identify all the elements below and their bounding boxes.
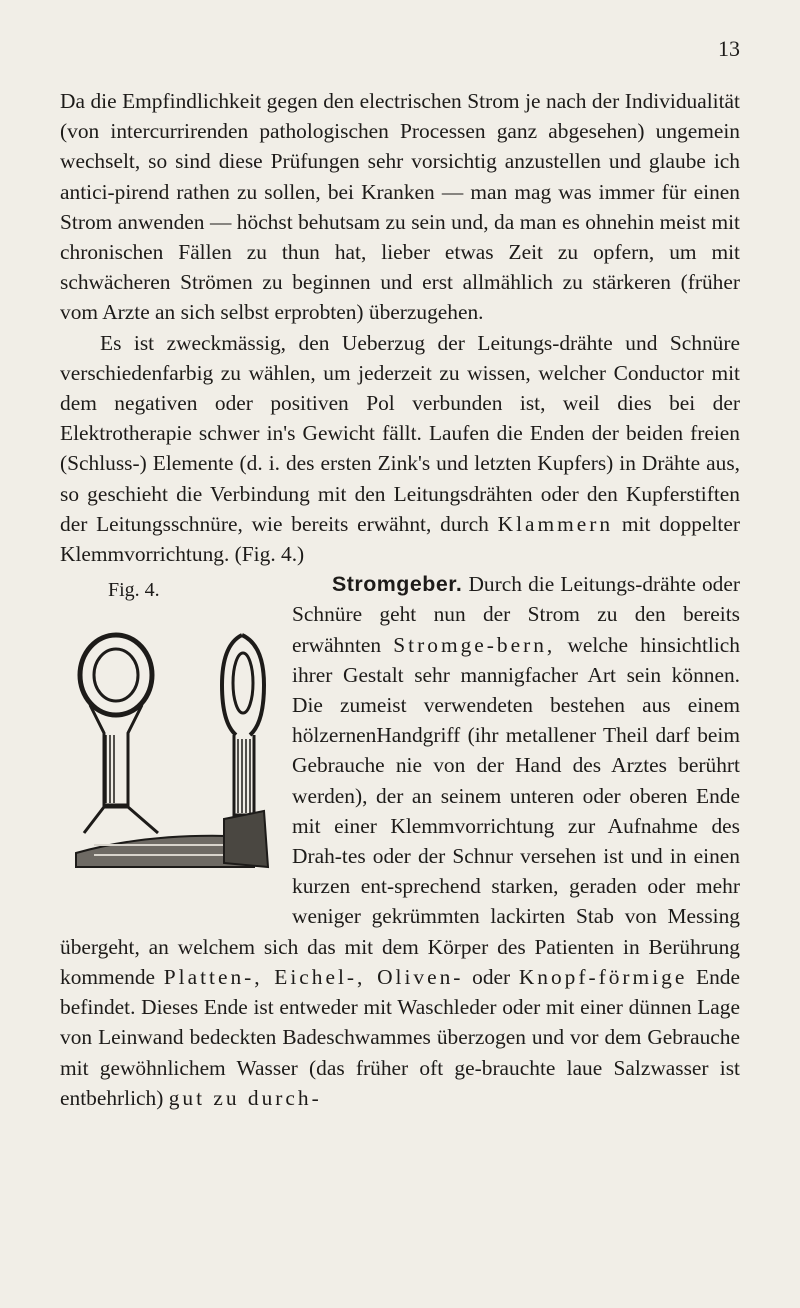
- figure-label: Fig. 4.: [108, 579, 160, 602]
- page-number: 13: [718, 36, 740, 61]
- paragraph-wires-text: Es ist zweckmässig, den Ueberzug der Leitungs-drähte und Schnüre verschiedenfarbig zu wählen, um jederzeit zu wissen, welcher Conductor mit dem negativen oder positiven Pol verbunden ist, weil dies bei der Elektrotherapie schwer in's Gewicht fällt. Laufen die Enden der beiden freien (Schluss-) Elemente (d. i. des ersten Zink's und letzten Kupfers) in Drähte aus, so geschieht die Verbindung mit den Leitungsdrähten oder den Kupferstiften der Leitungsschnüre, wie bereits erwähnt, durch: [60, 330, 740, 536]
- spaced-knopf: Knopf-förmige: [518, 964, 688, 989]
- paragraph-wires: [60, 328, 740, 570]
- spaced-klammern: Klammern: [497, 511, 614, 536]
- paragraph-electrodes-a: Durch die Leitungs-drähte oder Schnüre geht nun der Strom zu den bereits erwähnten: [292, 572, 740, 657]
- paragraph-electrodes-b: welche hinsichtlich ihrer Gestalt sehr mannigfacher Art sein können. Die zumeist verwendeten bestehen aus einem hölzernenHandgriff (ihr metallener Theil darf beim Gebrauche nie von der Hand des Arztes berührt werden), der an seinem unteren oder oberen Ende mit einer Klemmvorrichtung zur Aufnahme des Drah-tes oder der Schnur versehen ist und in einen kurzen ent-sprechend starken, geraden oder mehr weniger gekrümmten lackirten Stab von Messing übergeht, an welchem sich das mit dem Körper des Patienten in Berührung kommende: [60, 632, 740, 989]
- spaced-stromgebern: Stromge-bern,: [393, 632, 556, 657]
- figure-4: [54, 575, 284, 915]
- paragraph-electrodes-d: Ende befindet. Dieses Ende ist entweder mit Waschleder oder mit einer dünnen Lage von Leinwand bedeckten Badeschwammes überzogen und vor dem Gebrauche mit gewöhnlichem Wasser (das früher oft ge-brauchte laue Salzwasser ist entbehrlich): [60, 964, 740, 1110]
- right-clamp-drawing: [222, 635, 268, 867]
- paragraph-electrodes-c: oder: [472, 964, 511, 989]
- heading-stromgeber: Stromgeber.: [332, 572, 463, 597]
- spaced-gut-zu: gut zu durch-: [168, 1085, 322, 1110]
- double-clamp-illustration: [54, 605, 284, 905]
- paragraph-wires-end: mit doppelter Klemmvorrichtung. (Fig. 4.): [60, 511, 740, 567]
- spaced-shapes: Platten-, Eichel-, Oliven-: [163, 964, 464, 989]
- paragraph-sensitivity: Da die Empfindlichkeit gegen den electrischen Strom je nach der Individualität (von intercurrirenden pathologischen Processen ganz abgesehen) ungemein wechselt, so sind diese Prüfungen sehr vorsichtig anzustellen und glaube ich antici-pirend rathen zu sollen, bei Kranken — man mag was immer für einen Strom anwenden — höchst behutsam zu sein und, da man es ohnehin meist mit chronischen Fällen zu thun hat, lieber etwas Zeit zu opfern, um mit schwächeren Strömen zu beginnen und erst allmählich zu stärkeren (früher vom Arzte an sich selbst erprobten) überzugehen.: [60, 89, 740, 325]
- body-text: [60, 86, 740, 1113]
